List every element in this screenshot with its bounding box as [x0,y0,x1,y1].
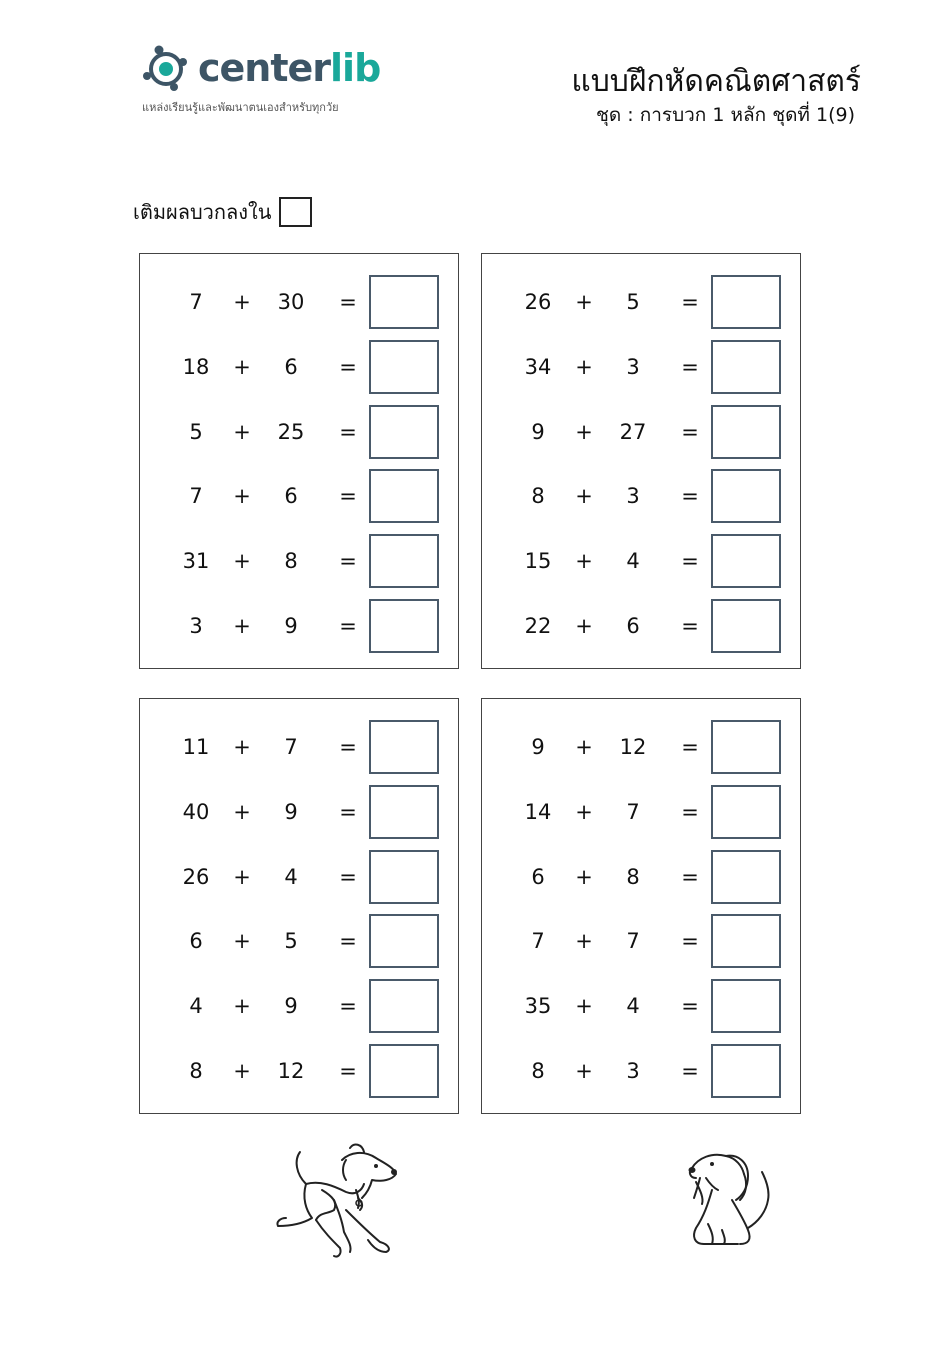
plus-sign: + [233,355,251,379]
addend-b: 3 [626,484,640,508]
addend-a: 26 [524,290,552,314]
addend-b: 6 [284,484,298,508]
equals-sign: = [681,1059,699,1083]
plus-sign: + [575,420,593,444]
addend-b: 5 [626,290,640,314]
equals-sign: = [339,484,357,508]
addend-a: 35 [524,994,552,1018]
problem-row [140,719,458,775]
logo-wordmark [198,42,380,94]
addend-a: 14 [524,800,552,824]
problem-row [482,339,800,395]
equals-sign: = [681,420,699,444]
answer-box[interactable] [369,720,439,774]
problem-row [482,274,800,330]
problem-row [482,404,800,460]
addend-a: 5 [189,420,203,444]
answer-box[interactable] [369,979,439,1033]
plus-sign: + [233,1059,251,1083]
addend-a: 8 [189,1059,203,1083]
equals-sign: = [339,355,357,379]
answer-box[interactable] [711,1044,781,1098]
plus-sign: + [233,865,251,889]
answer-box[interactable] [369,534,439,588]
plus-sign: + [233,420,251,444]
addend-a: 15 [524,549,552,573]
addend-a: 9 [531,735,545,759]
answer-box[interactable] [711,275,781,329]
problem-row [140,533,458,589]
addend-b: 7 [626,800,640,824]
addend-b: 12 [277,1059,305,1083]
plus-sign: + [575,1059,593,1083]
problem-row [140,598,458,654]
problem-row [140,468,458,524]
addend-b: 4 [626,994,640,1018]
addend-b: 6 [284,355,298,379]
logo-molecule-icon [140,42,192,94]
addend-a: 9 [531,420,545,444]
equals-sign: = [681,549,699,573]
problem-row [482,913,800,969]
equals-sign: = [681,929,699,953]
answer-box[interactable] [711,720,781,774]
addend-b: 9 [284,994,298,1018]
answer-box[interactable] [711,599,781,653]
addend-b: 7 [626,929,640,953]
answer-box[interactable] [711,914,781,968]
plus-sign: + [575,355,593,379]
logo-text-lib: lib [330,46,381,90]
equals-sign: = [339,614,357,638]
equals-sign: = [681,735,699,759]
answer-box[interactable] [711,850,781,904]
addend-a: 6 [531,865,545,889]
problem-panel-4 [481,698,801,1114]
running-dog-icon [272,1140,402,1265]
plus-sign: + [575,865,593,889]
page-title: แบบฝึกหัดคณิตศาสตร์ [571,64,861,99]
plus-sign: + [575,929,593,953]
addend-a: 26 [182,865,210,889]
addend-b: 27 [619,420,647,444]
addend-b: 5 [284,929,298,953]
addend-b: 9 [284,614,298,638]
problem-row [140,913,458,969]
addend-a: 31 [182,549,210,573]
equals-sign: = [681,290,699,314]
problem-row [482,533,800,589]
plus-sign: + [575,290,593,314]
addend-b: 3 [626,355,640,379]
addend-b: 25 [277,420,305,444]
addend-b: 6 [626,614,640,638]
problem-panel-1 [139,253,459,669]
addend-a: 34 [524,355,552,379]
addend-b: 30 [277,290,305,314]
answer-box[interactable] [369,785,439,839]
plus-sign: + [575,549,593,573]
addend-b: 8 [626,865,640,889]
page-subtitle: ชุด : การบวก 1 หลัก ชุดที่ 1(9) [595,104,855,126]
plus-sign: + [233,994,251,1018]
instruction-text: เติมผลบวกลงใน [133,200,272,224]
equals-sign: = [681,614,699,638]
logo-text-center: center [198,46,331,90]
plus-sign: + [233,735,251,759]
equals-sign: = [681,355,699,379]
equals-sign: = [681,994,699,1018]
plus-sign: + [575,994,593,1018]
problem-panel-2 [481,253,801,669]
answer-box[interactable] [369,275,439,329]
addend-b: 8 [284,549,298,573]
addend-a: 7 [531,929,545,953]
instruction [133,196,312,228]
answer-box[interactable] [369,469,439,523]
answer-box[interactable] [369,340,439,394]
answer-box[interactable] [369,914,439,968]
addend-a: 4 [189,994,203,1018]
addend-a: 3 [189,614,203,638]
answer-box-sample [279,197,312,227]
equals-sign: = [339,929,357,953]
answer-box[interactable] [711,469,781,523]
plus-sign: + [233,614,251,638]
plus-sign: + [233,929,251,953]
sitting-dog-icon [682,1148,778,1250]
addend-b: 4 [626,549,640,573]
problem-row [140,339,458,395]
equals-sign: = [681,484,699,508]
addend-a: 8 [531,484,545,508]
problem-row [482,598,800,654]
problem-row [482,784,800,840]
problem-row [140,784,458,840]
answer-box[interactable] [711,979,781,1033]
equals-sign: = [681,865,699,889]
addend-a: 11 [182,735,210,759]
problem-panel-3 [139,698,459,1114]
equals-sign: = [681,800,699,824]
problem-row [140,1043,458,1099]
addend-b: 7 [284,735,298,759]
plus-sign: + [233,549,251,573]
addend-b: 12 [619,735,647,759]
plus-sign: + [233,800,251,824]
problem-row [482,978,800,1034]
plus-sign: + [575,614,593,638]
problem-row [482,1043,800,1099]
addend-a: 8 [531,1059,545,1083]
addend-a: 40 [182,800,210,824]
addend-a: 6 [189,929,203,953]
addend-a: 18 [182,355,210,379]
plus-sign: + [233,290,251,314]
answer-box[interactable] [369,1044,439,1098]
answer-box[interactable] [711,405,781,459]
equals-sign: = [339,994,357,1018]
addend-b: 9 [284,800,298,824]
problem-row [482,468,800,524]
addend-b: 3 [626,1059,640,1083]
equals-sign: = [339,735,357,759]
equals-sign: = [339,865,357,889]
equals-sign: = [339,290,357,314]
answer-box[interactable] [711,340,781,394]
addend-b: 4 [284,865,298,889]
plus-sign: + [575,484,593,508]
equals-sign: = [339,1059,357,1083]
plus-sign: + [233,484,251,508]
answer-box[interactable] [369,850,439,904]
problem-row [482,719,800,775]
answer-box[interactable] [369,405,439,459]
addend-a: 7 [189,484,203,508]
logo-tagline: แหล่งเรียนรู้และพัฒนาตนเองสำหรับทุกวัย [142,101,339,114]
plus-sign: + [575,800,593,824]
problem-row [482,849,800,905]
centerlib-logo [140,40,400,120]
equals-sign: = [339,800,357,824]
problem-row [140,849,458,905]
equals-sign: = [339,549,357,573]
answer-box[interactable] [711,534,781,588]
addend-a: 22 [524,614,552,638]
answer-box[interactable] [369,599,439,653]
problem-row [140,404,458,460]
addend-a: 7 [189,290,203,314]
answer-box[interactable] [711,785,781,839]
problem-row [140,978,458,1034]
plus-sign: + [575,735,593,759]
equals-sign: = [339,420,357,444]
problem-row [140,274,458,330]
